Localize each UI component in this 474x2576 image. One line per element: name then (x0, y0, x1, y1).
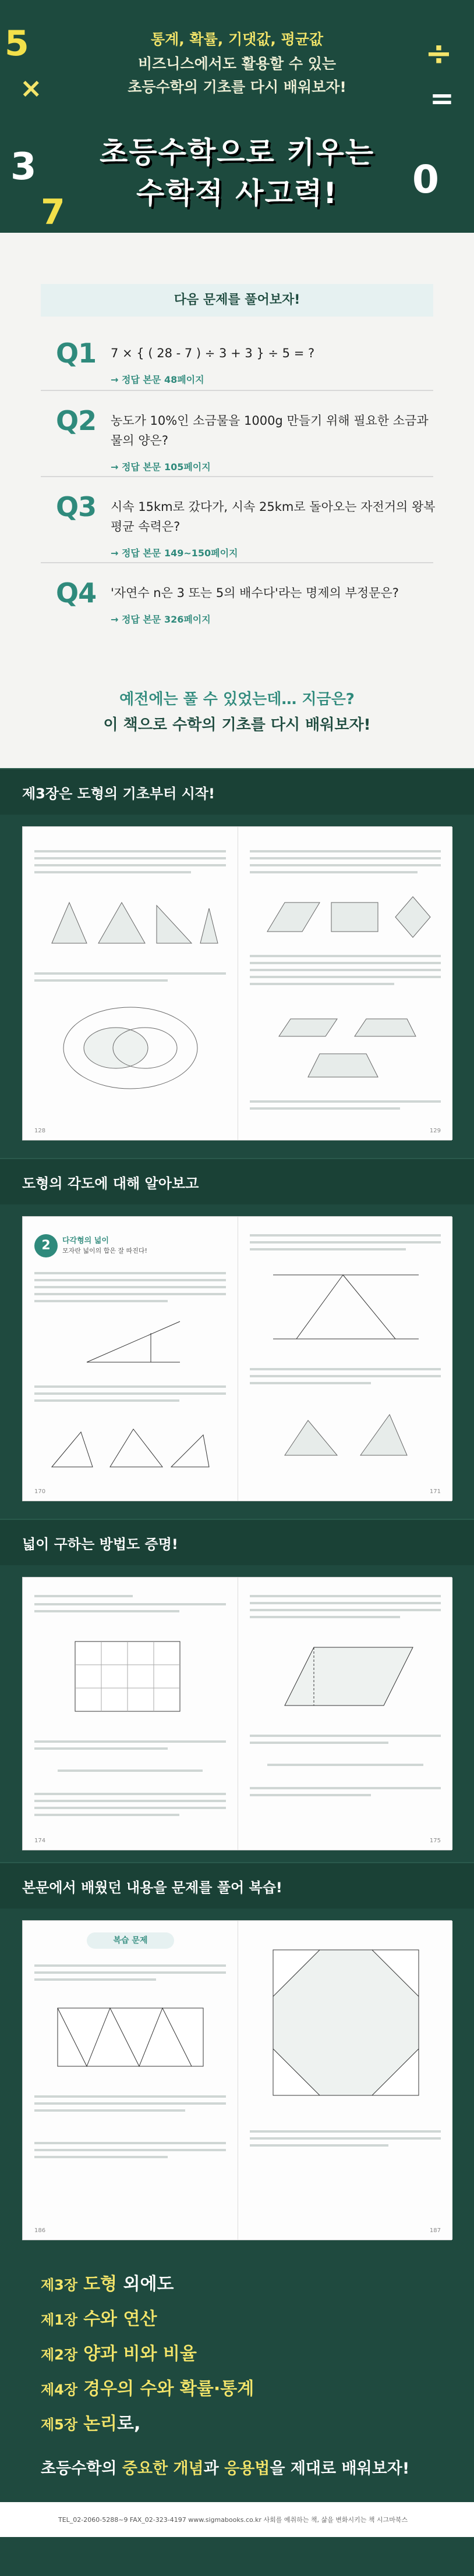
parallelogram-diagrams (273, 1013, 419, 1083)
rotated-triangles (273, 1403, 425, 1467)
octagon-grid-diagram (261, 1938, 430, 2113)
page-number: 171 (429, 1488, 441, 1495)
left-page (23, 1921, 238, 2240)
right-page (238, 1577, 452, 1850)
chapter-line: 제4장 경우의 수와 확률·통계 (41, 2379, 254, 2399)
preview-section-1 (0, 768, 474, 1158)
quiz-question: 시속 15km로 갔다가, 시속 25km로 돌아오는 자전거의 왕복 평균 속력은? (111, 500, 436, 534)
chapter-summary (0, 2258, 474, 2502)
five-glyph: 5 (5, 23, 29, 64)
section-label: 제3장은 도형의 기초부터 시작! (22, 786, 215, 802)
chapter-line: 제5장 논리로, (41, 2414, 141, 2434)
hero-line-1: 통계, 확률, 기댓값, 평균값 (150, 31, 324, 48)
quiz-answer-ref: → 정답 본문 105페이지 (111, 461, 211, 472)
angle-diagram (81, 1316, 186, 1368)
section-number-badge: 2 (34, 1234, 58, 1257)
hero-title-1: 초등수학으로 키우는 (99, 136, 375, 169)
preview-section-2 (0, 1158, 474, 1519)
quiz-question: 7 × { ( 28 - 7 ) ÷ 3 + 3 } ÷ 5 = ? (111, 346, 315, 360)
hero-title-2: 수학적 사고력! (136, 176, 338, 210)
divider (41, 476, 433, 477)
divider (41, 562, 433, 563)
section-label-band (0, 768, 474, 815)
page-number: 128 (34, 1128, 46, 1134)
triangle-diagrams (46, 891, 221, 955)
zigzag-diagram (46, 1996, 215, 2078)
zero-glyph: 0 (412, 157, 439, 202)
three-glyph: 3 (10, 145, 37, 189)
right-page (238, 827, 452, 1140)
section-label: 도형의 각도에 대해 알아보고 (22, 1175, 199, 1192)
preview-section-3 (0, 1519, 474, 1862)
quadrilateral-diagrams (256, 891, 436, 943)
preview-section-4 (0, 1862, 474, 2258)
publisher-info: TEL_02-2060-5288~9 FAX_02-323-4197 www.sigmabooks.co.kr 사회를 예취하는 책, 삶을 변화시키는 책 시그마북스 (58, 2516, 408, 2524)
page-number: 175 (429, 1838, 441, 1844)
page-number: 174 (34, 1838, 46, 1844)
page-number: 170 (34, 1488, 46, 1495)
multiply-glyph: × (20, 72, 43, 104)
left-page (23, 1577, 238, 1850)
quiz-number: Q4 (56, 577, 97, 609)
chapter-line: 제2장 양과 비와 비율 (41, 2344, 197, 2364)
equals-glyph: = (430, 81, 454, 115)
divider (41, 390, 433, 391)
book-spread (22, 826, 452, 1140)
right-page (238, 1217, 452, 1501)
quiz-number: Q2 (56, 405, 97, 436)
page-number: 186 (34, 2227, 46, 2234)
quiz-answer-ref: → 정답 본문 149~150페이지 (111, 548, 238, 559)
quiz-footer-1: 예전에는 풀 수 있었는데… 지금은? (119, 691, 355, 708)
grid-rectangle (63, 1630, 192, 1723)
quiz-number: Q1 (56, 337, 97, 369)
quiz-question: '자연수 n은 3 또는 5의 배수다'라는 명제의 부정문은? (111, 586, 399, 600)
section-label: 넓이 구하는 방법도 증명! (22, 1536, 178, 1552)
triangle-angles (46, 1420, 215, 1473)
page-number: 187 (429, 2227, 441, 2234)
section-label: 본문에서 배웠던 내용을 문제를 풀어 복습! (22, 1879, 282, 1896)
quiz-answer-ref: → 정답 본문 48페이지 (111, 374, 204, 385)
review-tag: 복습 문제 (87, 1932, 174, 1949)
venn-diagram (58, 1001, 203, 1095)
closing-line: 초등수학의 중요한 개념과 응용법을 제대로 배워보자! (41, 2460, 410, 2478)
book-spread (22, 1577, 452, 1850)
section-label-band (0, 1862, 474, 1909)
section-tag-sub: 모자란 넓이의 합은 잘 따진다! (62, 1247, 147, 1255)
seven-glyph: 7 (41, 192, 65, 233)
section-label-band (0, 1519, 474, 1565)
right-page (238, 1921, 452, 2240)
quiz-question: 농도가 10%인 소금물을 1000g 만들기 위해 필요한 소금과 물의 양은? (111, 414, 429, 447)
chapter-line: 제1장 수와 연산 (41, 2309, 157, 2329)
chapter-line: 제3장 도형 외에도 (41, 2274, 174, 2294)
publisher-footer (0, 2502, 474, 2537)
hero-line-3: 초등수학의 기초를 다시 배워보자! (128, 79, 346, 95)
left-page (23, 827, 238, 1140)
page-number: 129 (429, 1128, 441, 1134)
quiz-answer-ref: → 정답 본문 326페이지 (111, 614, 211, 625)
book-spread (22, 1920, 452, 2240)
angle-sum-diagram (261, 1263, 430, 1351)
quiz-heading: 다음 문제를 풀어보자! (41, 284, 433, 317)
section-tag: 다각형의 넓이 (62, 1237, 109, 1245)
quiz-footer-2: 이 책으로 수학의 기초를 다시 배워보자! (103, 716, 371, 734)
section-label-band (0, 1158, 474, 1204)
book-spread (22, 1216, 452, 1501)
parallelogram-proof (261, 1636, 430, 1717)
divide-glyph: ÷ (425, 35, 452, 73)
quiz-number: Q3 (56, 491, 97, 523)
left-page (23, 1217, 238, 1501)
quiz-section (0, 233, 474, 768)
hero-line-2: 비즈니스에서도 활용할 수 있는 (137, 55, 337, 72)
hero-banner (0, 0, 474, 233)
